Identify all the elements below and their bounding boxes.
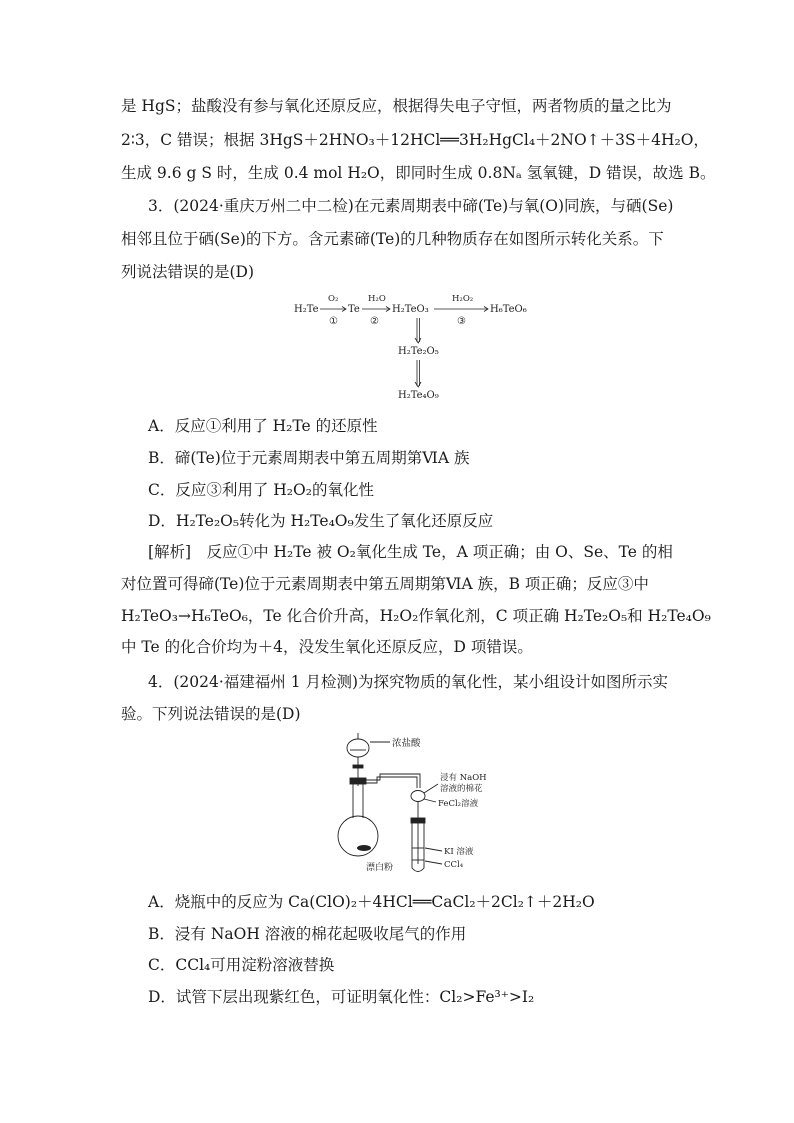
species-h2te4o9: H₂Te₄O₉	[398, 390, 439, 401]
species-h6teo6: H₆TeO₆	[490, 304, 527, 315]
leader-ki	[425, 848, 442, 851]
label-ccl4: CCl₄	[444, 860, 464, 870]
q3-option-a: A．反应①利用了 H₂Te 的还原性	[148, 417, 378, 435]
q3-analysis-line-4: 中 Te 的化合价均为＋4，没发生氧化还原反应，D 项错误。	[121, 638, 533, 656]
delivery-tube-top	[363, 774, 420, 788]
delivery-tube-top-inner	[363, 777, 417, 788]
q4-stem-line-1: 4．(2024·福建福州 1 月检测)为探究物质的氧化性，某小组设计如图所示实	[148, 673, 669, 691]
leader-cotton	[424, 784, 438, 793]
species-h2te2o5: H₂Te₂O₅	[398, 346, 439, 357]
reagent-o2: O₂	[328, 294, 339, 304]
label-conc-hcl: 浓盐酸	[392, 738, 421, 749]
label-naoh-line-1: 浸有 NaOH	[440, 773, 487, 783]
q3-analysis-line-3: H₂TeO₃→H₆TeO₆，Te 化合价升高，H₂O₂作氧化剂，C 项正确 H₂Te₂O₅和 H₂Te₄O₉	[121, 607, 711, 625]
species-te: Te	[348, 304, 360, 315]
step-2-label: ②	[370, 316, 379, 327]
q4-option-a: A．烧瓶中的反应为 Ca(ClO)₂＋4HCl══CaCl₂＋2Cl₂↑＋2H₂O	[148, 893, 595, 911]
label-ki: KI 溶液	[444, 847, 474, 857]
tellurium-conversion-diagram	[290, 288, 540, 406]
text-line-3: 生成 9.6 g S 时，生成 0.4 mol H₂O，即同时生成 0.8Nₐ 氢氧键，D 错误，故选 B。	[121, 164, 716, 182]
leader-fecl2	[424, 799, 436, 802]
label-naoh-line-2: 溶液的棉花	[440, 784, 483, 794]
round-bottom-flask	[338, 816, 378, 856]
test-tube-stopper	[411, 818, 425, 823]
arrow-down-2-head	[415, 382, 421, 387]
chlorine-generation-apparatus	[330, 730, 510, 880]
q3-stem-line-2: 相邻且位于硒(Se)的下方。含元素碲(Te)的几种物质存在如图所示转化关系。下	[121, 230, 664, 248]
reagent-h2o: H₂O	[368, 294, 386, 304]
arrow-down-1-head	[415, 338, 421, 343]
q3-stem-line-1: 3．(2024·重庆万州二中二检)在元素周期表中碲(Te)与氧(O)同族，与硒(Se)	[148, 197, 674, 215]
q3-stem-line-3: 列说法错误的是(D)	[121, 263, 255, 281]
step-1-label: ①	[329, 316, 338, 327]
species-h2teo3: H₂TeO₃	[392, 304, 429, 315]
q3-option-d: D．H₂Te₂O₅转化为 H₂Te₄O₉发生了氧化还原反应	[148, 512, 494, 530]
text-line-1: 是 HgS；盐酸没有参与氧化还原反应，根据得失电子守恒，两者物质的量之比为	[121, 97, 672, 115]
small-bulb	[411, 791, 425, 802]
dropping-funnel-bulb	[347, 739, 369, 757]
leader-ccl4	[425, 861, 442, 864]
bleaching-powder	[357, 845, 371, 851]
q4-option-c: C．CCl₄可用淀粉溶液替换	[148, 956, 335, 974]
label-bleaching-powder: 漂白粉	[366, 863, 394, 873]
q4-option-b: B．浸有 NaOH 溶液的棉花起吸收尾气的作用	[148, 925, 467, 943]
q3-option-c: C．反应③利用了 H₂O₂的氧化性	[148, 481, 374, 499]
q3-analysis-line-1: [解析] 反应①中 H₂Te 被 O₂氧化生成 Te，A 项正确；由 O、Se、Te 的相	[148, 543, 673, 561]
q4-option-d: D．试管下层出现紫红色，可证明氧化性：Cl₂>Fe³⁺>I₂	[148, 988, 535, 1006]
q3-analysis-line-2: 对位置可得碲(Te)位于元素周期表中第五周期第ⅥA 族，B 项正确；反应③中	[121, 575, 649, 593]
species-h2te: H₂Te	[294, 304, 319, 315]
step-3-label: ③	[457, 316, 466, 327]
text-line-2: 2∶3，C 错误；根据 3HgS＋2HNO₃＋12HCl══3H₂HgCl₄＋2NO↑＋3S＋4H₂O，	[121, 131, 709, 149]
q4-stem-line-2: 验。下列说法错误的是(D)	[121, 705, 301, 723]
label-fecl2: FeCl₂溶液	[438, 799, 479, 809]
q3-option-b: B．碲(Te)位于元素周期表中第五周期第ⅥA 族	[148, 449, 470, 467]
reagent-h2o2: H₂O₂	[452, 294, 474, 304]
funnel-stopcock	[353, 765, 363, 768]
